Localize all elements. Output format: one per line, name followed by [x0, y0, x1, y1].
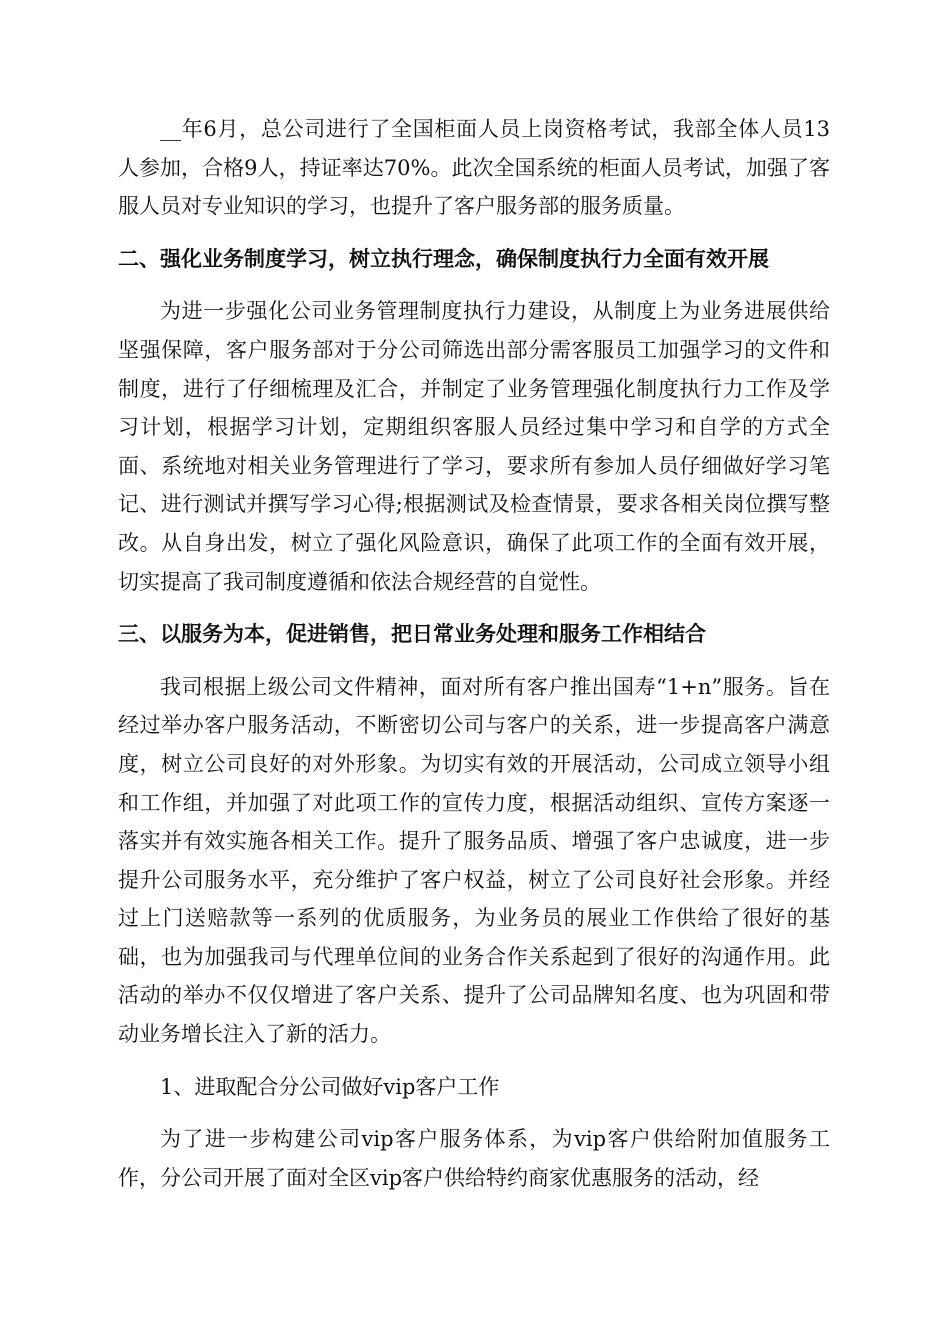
paragraph-vip-service: 为了进一步构建公司vip客户服务体系，为vip客户供给附加值服务工作，分公司开展了面对全区vip客户供给特约商家优惠服务的活动，经	[118, 1127, 830, 1190]
paragraph-exam-results: __年6月，总公司进行了全国柜面人员上岗资格考试，我部全体人员13人参加，合格9人，持证率达70%。此次全国系统的柜面人员考试，加强了客服人员对专业知识的学习，也提升了客户服务部的服务质量。	[118, 117, 830, 219]
subsection-heading-vip: 1、进取配合分公司做好vip客户工作	[160, 1074, 500, 1099]
paragraph-service-activity: 我司根据上级公司文件精神，面对所有客户推出国寿“1+n”服务。旨在经过举办客户服务活动，不断密切公司与客户的关系，进一步提高客户满意度，树立公司良好的对外形象。为切实有效的开展活动，公司成立领导小组和工作组，并加强了对此项工作的宣传力度，根据活动组织、宣传方案逐一落实并有效实施各相关工作。提升了服务品质、增强了客户忠诚度，进一步提升公司服务水平，充分维护了客户权益，树立了公司良好社会形象。并经过上门送赔款等一系列的优质服务，为业务员的展业工作供给了很好的基础，也为加强我司与代理单位间的业务合作关系起到了很好的沟通作用。此活动的举办不仅仅增进了客户关系、提升了公司品牌知名度、也为巩固和带动业务增长注入了新的活力。	[118, 674, 830, 1047]
paragraph-system-study: 为进一步强化公司业务管理制度执行力建设，从制度上为业务进展供给坚强保障，客户服务部对于分公司筛选出部分需客服员工加强学习的文件和制度，进行了仔细梳理及汇合，并制定了业务管理强化制度执行力工作及学习计划，根据学习计划，定期组织客服人员经过集中学习和自学的方式全面、系统地对相关业务管理进行了学习，要求所有参加人员仔细做好学习笔记、进行测试并撰写学习心得;根据测试及检查情景，要求各相关岗位撰写整改。从自身出发，树立了强化风险意识，确保了此项工作的全面有效开展，切实提高了我司制度遵循和依法合规经营的自觉性。	[118, 299, 830, 594]
section-heading-2: 二、强化业务制度学习，树立执行理念，确保制度执行力全面有效开展	[118, 246, 769, 271]
document-page	[118, 110, 830, 1197]
section-heading-3: 三、以服务为本，促进销售，把日常业务处理和服务工作相结合	[118, 622, 706, 647]
